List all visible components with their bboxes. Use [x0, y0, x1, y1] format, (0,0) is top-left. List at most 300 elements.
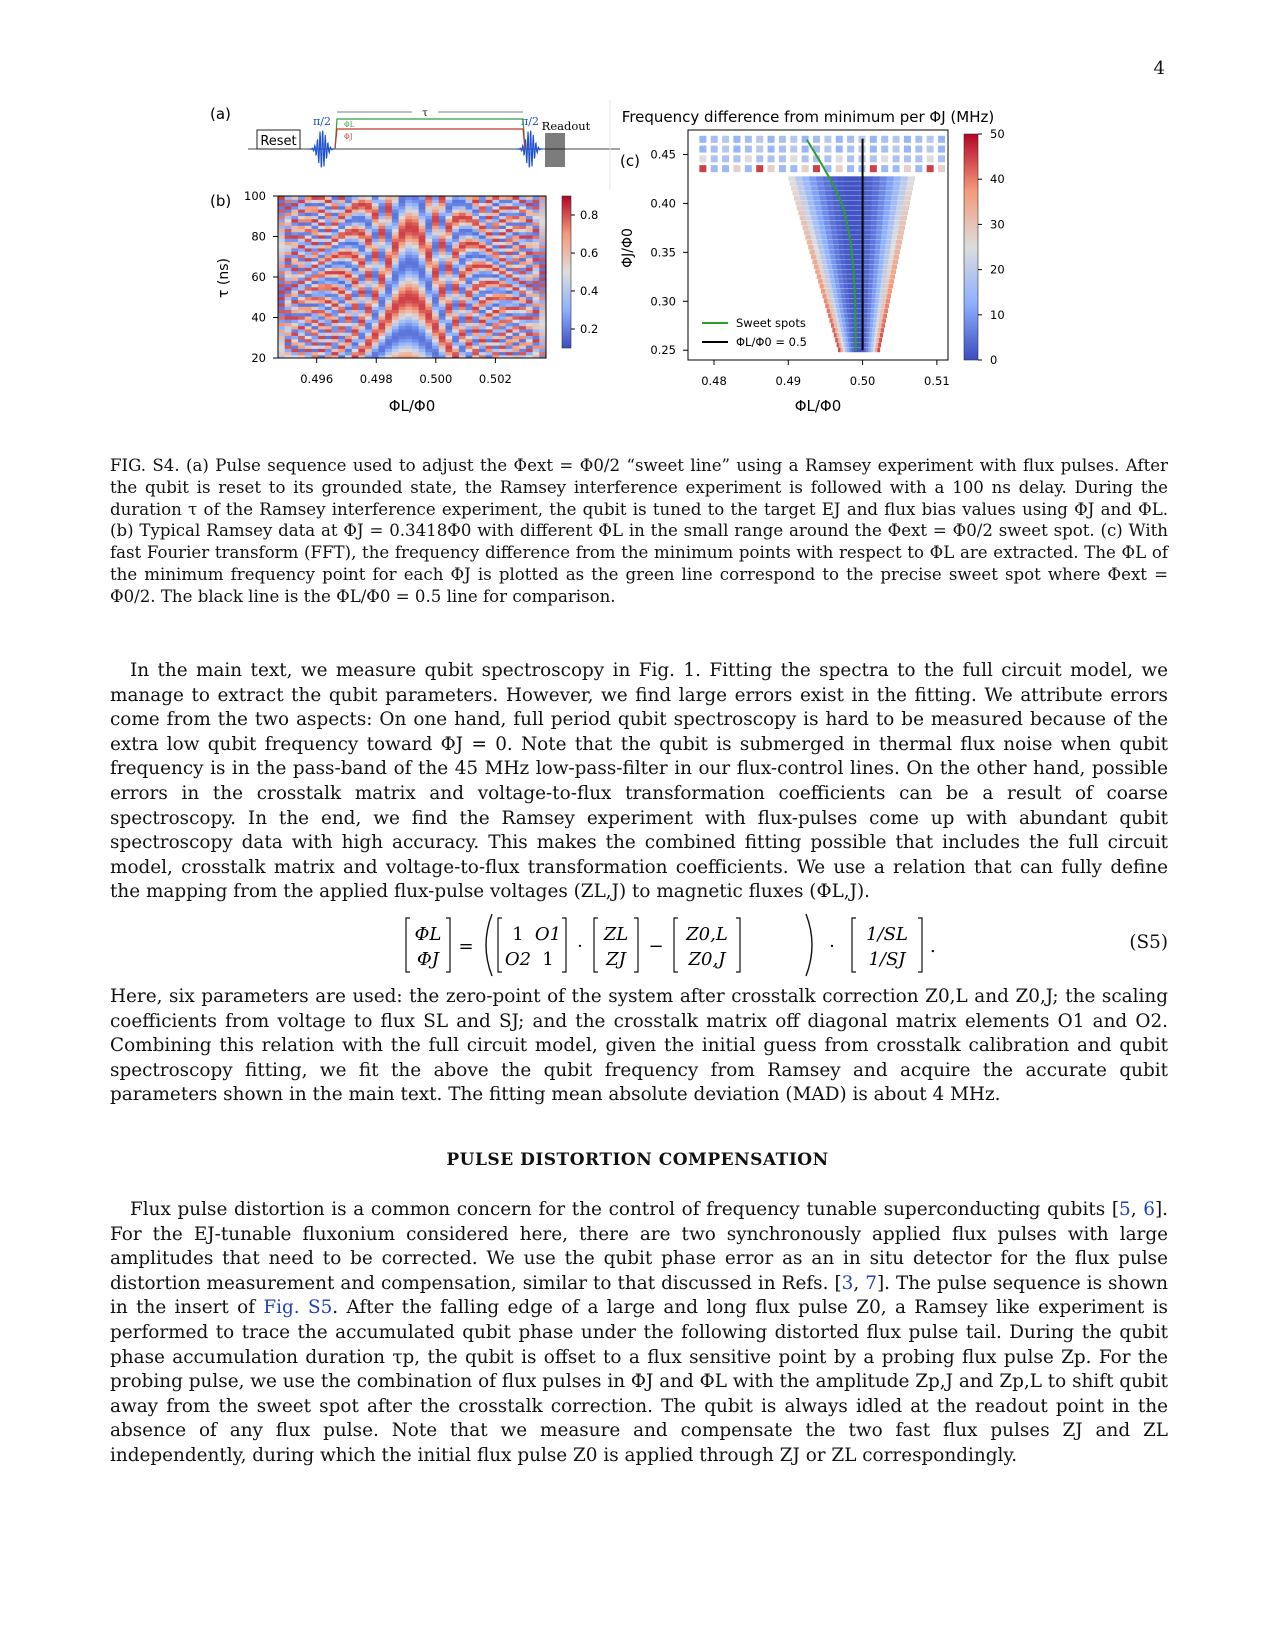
heatmap-c-cell — [846, 304, 850, 309]
heatmap-c-cell — [857, 308, 861, 313]
heatmap-c-cell — [833, 318, 837, 323]
heatmap-c-cell — [891, 269, 896, 274]
heatmap-c-cell — [873, 279, 878, 284]
colorbar-c-ticks — [978, 127, 1005, 367]
colorbar-b-tick-label: 0.4 — [580, 284, 599, 298]
heatmap-c-cell — [828, 240, 834, 245]
heatmap-c-cell — [883, 215, 889, 220]
heatmap-c-cell — [813, 220, 819, 225]
heatmap-c-cell — [847, 136, 854, 143]
heatmap-c-cell — [813, 165, 820, 172]
section-heading: PULSE DISTORTION COMPENSATION — [446, 1150, 829, 1170]
heatmap-c-cell — [853, 220, 859, 225]
heatmap-c-cell — [867, 323, 870, 328]
heatmap-c-cell — [882, 304, 886, 309]
heatmap-c-cell — [722, 155, 729, 162]
heatmap-c-cell — [838, 348, 841, 353]
ramsey-heatmap — [278, 196, 547, 359]
paragraph-1 — [110, 659, 1168, 905]
eq-z0-top: Z0,L — [686, 924, 728, 945]
heatmap-c-cell — [840, 348, 843, 353]
heatmap-c-cell — [793, 191, 800, 196]
heatmap-c-cell — [858, 323, 861, 328]
heatmap-c-cell — [869, 269, 874, 274]
heatmap-b-cell — [492, 196, 499, 200]
heatmap-c-cell — [822, 279, 827, 284]
heatmap-c-cell — [845, 333, 848, 338]
heatmap-c-cell — [830, 294, 834, 299]
heatmap-c-cell — [874, 338, 877, 343]
heatmap-c-cell — [823, 264, 828, 269]
heatmap-c-cell — [835, 338, 838, 343]
heatmap-c-cell — [836, 136, 843, 143]
heatmap-c-cell — [865, 240, 871, 245]
heatmap-c-cell — [864, 308, 868, 313]
heatmap-c-cell — [876, 284, 880, 289]
heatmap-c-cell — [856, 274, 861, 279]
heatmap-c-cell — [845, 255, 850, 260]
heatmap-c-cell — [824, 136, 831, 143]
heatmap-c-cell — [722, 146, 729, 153]
heatmap-c-cell — [895, 211, 901, 216]
heatmap-c-cell — [837, 343, 840, 348]
heatmap-c-cell — [832, 264, 837, 269]
heatmap-c-cell — [871, 206, 878, 211]
heatmap-c-cell — [847, 146, 854, 153]
heatmap-c-cell — [878, 196, 885, 201]
citation-3[interactable]: 3 — [841, 1272, 854, 1294]
heatmap-c-cell — [854, 240, 860, 245]
heatmap-c-cell — [825, 304, 829, 309]
heatmap-c-cell — [915, 165, 922, 172]
paren-left — [486, 914, 492, 976]
eq-minus: − — [648, 936, 664, 957]
heatmap-c-cell — [806, 215, 812, 220]
heatmap-c-cell — [846, 323, 849, 328]
heatmap-c-cell — [811, 235, 817, 240]
heatmap-c-cell — [820, 269, 825, 274]
heatmap-b-cell — [472, 196, 479, 200]
heatmap-c-cell — [833, 269, 838, 274]
heatmap-c-cell — [756, 146, 763, 153]
panel-c — [610, 100, 1005, 415]
colorbar-b-tick-label: 0.8 — [580, 208, 599, 222]
heatmap-c-cell — [846, 206, 853, 211]
heatmap-c-cell — [893, 165, 900, 172]
heatmap-c-cell — [927, 146, 934, 153]
heatmap-c-cell — [810, 250, 815, 255]
heatmap-c-cell — [893, 225, 899, 230]
reset-label: Reset — [260, 134, 297, 149]
heatmap-c-cell — [817, 274, 822, 279]
figure-s5-link[interactable]: Fig. S5 — [263, 1297, 333, 1319]
heatmap-c-cell — [840, 308, 844, 313]
eq-period: . — [930, 936, 936, 957]
heatmap-c-cell — [857, 304, 861, 309]
heatmap-c-cell — [815, 250, 820, 255]
readout-pulse — [546, 133, 564, 167]
heatmap-c-cell — [868, 284, 872, 289]
pulse1-label: π/2 — [313, 115, 331, 128]
heatmap-c-cell — [837, 323, 840, 328]
panel-b — [210, 189, 598, 415]
colorbar-b-tick-label: 0.2 — [580, 322, 599, 336]
colorbar-c-tick-label: 30 — [990, 217, 1005, 232]
heatmap-c-ytick-label: 0.30 — [650, 294, 676, 309]
heatmap-c-cell — [826, 230, 832, 235]
heatmap-c-cell — [870, 323, 873, 328]
heatmap-c-cell — [902, 206, 909, 211]
heatmap-c-cell — [828, 313, 832, 318]
heatmap-c-cell — [879, 181, 886, 186]
heatmap-c-cell — [825, 225, 831, 230]
heatmap-c-cell — [858, 318, 862, 323]
paragraph-1-text: In the main text, we measure qubit spectroscopy in Fig. 1. Fitting the spectra to the full circuit model, we manage to extract the qubit parameters. However, we find large errors exist in the fitting. We attribute errors come from the two aspects: On one hand, full period qubit spectroscopy is hard to be measured because of the extra low qubit frequency toward ΦJ = 0. Note that the qubit is submerged in thermal flux noise when qubit frequency is in the pass-band of the 45 MHz low-pass-filter in our flux-control lines. On the other hand, possible errors in the crosstalk matrix and voltage-to-flux transformation coefficients can be a result of coarse spectroscopy. In the end, we find the Ramsey experiment with flux-pulses come up with abundant qubit spectroscopy data with high accuracy. This makes the combined fitting possible that includes the full circuit model, crosstalk matrix and voltage-to-flux transformation coefficients. We use a relation that can fully define the mapping from the applied flux-pulse voltages (ZL,J) to magnetic fluxes (ΦL,J). — [110, 660, 1168, 903]
heatmap-c-cell — [837, 333, 840, 338]
heatmap-c-cell — [826, 196, 833, 201]
heatmap-c-cell — [854, 230, 860, 235]
heatmap-c-cell — [843, 323, 846, 328]
heatmap-c-cell — [884, 206, 891, 211]
heatmap-c-cell — [853, 215, 859, 220]
heatmap-c-cell — [885, 196, 892, 201]
heatmap-c-cell — [834, 294, 838, 299]
heatmap-c-cell — [904, 146, 911, 153]
heatmap-c-cell — [865, 245, 871, 250]
heatmap-c-cell — [875, 245, 881, 250]
heatmap-c-cell — [812, 240, 818, 245]
heatmap-c-cell — [817, 260, 822, 265]
heatmap-c-cell — [865, 176, 872, 181]
heatmap-c-cell — [870, 250, 875, 255]
p3-text-3: ]. The pulse sequence is shown in the insert of — [110, 1272, 1168, 1319]
heatmap-c-xtick-label: 0.50 — [849, 374, 876, 388]
heatmap-c-cell — [855, 260, 860, 265]
heatmap-c-cell — [867, 308, 871, 313]
heatmap-b-cell — [519, 196, 526, 200]
heatmap-c-cell — [795, 201, 802, 206]
heatmap-c-cell — [815, 206, 822, 211]
heatmap-c-cell — [886, 186, 893, 191]
heatmap-c-cell — [833, 201, 840, 206]
heatmap-c-cell — [825, 250, 830, 255]
heatmap-c-cell — [868, 294, 872, 299]
heatmap-b-cell — [466, 196, 473, 200]
eq-z-top: ZL — [603, 924, 629, 945]
heatmap-b-ytick-label: 20 — [251, 351, 266, 365]
citation-6[interactable]: 6 — [1143, 1199, 1155, 1220]
heatmap-c-cell — [841, 294, 845, 299]
heatmap-c-cell — [878, 201, 885, 206]
heatmap-c-cell — [895, 250, 900, 255]
heatmap-c-cell — [818, 279, 823, 284]
heatmap-c-cell — [820, 196, 827, 201]
eq-s-bottom: 1/SJ — [868, 949, 906, 970]
heatmap-c-cell — [881, 155, 888, 162]
heatmap-c-cell — [899, 186, 906, 191]
heatmap-c-cell — [868, 304, 872, 309]
heatmap-c-cell — [915, 136, 922, 143]
heatmap-c-cell — [843, 274, 848, 279]
heatmap-c-cell — [810, 181, 817, 186]
heatmap-c-cell — [846, 264, 851, 269]
heatmap-c-cell — [790, 165, 797, 172]
heatmap-c-cell — [768, 136, 775, 143]
heatmap-c-cell — [865, 181, 872, 186]
heatmap-c-cell — [839, 279, 844, 284]
heatmap-b-cell — [446, 196, 453, 200]
heatmap-c-cell — [843, 235, 849, 240]
heatmap-c-cell — [891, 201, 898, 206]
heatmap-c-cell — [831, 299, 835, 304]
heatmap-c-cell — [891, 240, 897, 245]
heatmap-b-cell — [352, 196, 359, 200]
citation-5[interactable]: 5 — [1119, 1199, 1131, 1220]
heatmap-b-cell — [278, 196, 285, 200]
heatmap-c-cell — [852, 191, 859, 196]
heatmap-c-cell — [938, 155, 945, 162]
heatmap-c-cell — [818, 186, 825, 191]
heatmap-b-cell — [533, 196, 540, 200]
heatmap-c-cell — [813, 196, 820, 201]
heatmap-c-cell — [825, 289, 829, 294]
heatmap-c-cell — [879, 186, 886, 191]
heatmap-c-cell — [850, 333, 853, 338]
heatmap-c-cell — [798, 211, 804, 216]
heatmap-c-cell — [880, 289, 884, 294]
equation-s5 — [110, 910, 1168, 980]
heatmap-c-cell — [827, 201, 834, 206]
heatmap-b-cell — [399, 196, 406, 200]
heatmap-c-cell — [699, 136, 706, 143]
heatmap-c-cell — [866, 338, 869, 343]
heatmap-c-cell — [865, 235, 871, 240]
panel-a-label: (a) — [210, 105, 231, 123]
heatmap-c-cell — [884, 201, 891, 206]
heatmap-c-cell — [825, 186, 832, 191]
heatmap-c-cell — [893, 146, 900, 153]
heatmap-c-cell — [868, 299, 872, 304]
heatmap-c-cell — [875, 299, 879, 304]
heatmap-c-cell — [835, 215, 841, 220]
heatmap-c-cell — [890, 206, 897, 211]
heatmap-c-cell — [892, 186, 899, 191]
heatmap-b-cell — [318, 196, 325, 200]
heatmap-c-cell — [841, 328, 844, 333]
heatmap-c-cell — [865, 225, 871, 230]
heatmap-c-cell — [804, 230, 810, 235]
heatmap-c-cell — [907, 181, 914, 186]
heatmap-c-cell — [890, 274, 895, 279]
heatmap-c-cell — [816, 211, 822, 216]
heatmap-c-cell — [858, 338, 861, 343]
heatmap-c-cell — [829, 245, 835, 250]
heatmap-c-cell — [821, 201, 828, 206]
heatmap-c-cell — [779, 165, 786, 172]
heatmap-c-cell — [816, 255, 821, 260]
heatmap-c-cell — [794, 196, 801, 201]
heatmap-c-cell — [733, 165, 740, 172]
heatmap-c-cell — [870, 165, 877, 172]
heatmap-c-cell — [898, 196, 905, 201]
heatmap-c-cell — [872, 333, 875, 338]
paragraph-3 — [110, 1198, 1168, 1469]
heatmap-c-cell — [872, 181, 879, 186]
heatmap-c-cell — [865, 196, 872, 201]
heatmap-c-cell — [881, 146, 888, 153]
heatmap-c-cell — [885, 284, 889, 289]
heatmap-c-cell — [834, 206, 841, 211]
heatmap-c-cell — [887, 264, 892, 269]
heatmap-c-cell — [843, 304, 847, 309]
heatmap-c-cell — [733, 155, 740, 162]
heatmap-c-cell — [869, 255, 874, 260]
heatmap-c-cell — [768, 155, 775, 162]
heatmap-c-cell — [699, 146, 706, 153]
heatmap-c-cell — [722, 136, 729, 143]
heatmap-c-cell — [870, 230, 876, 235]
heatmap-c-cell — [842, 318, 846, 323]
heatmap-c-cell — [832, 304, 836, 309]
heatmap-b-cell — [425, 196, 432, 200]
heatmap-c-cell — [829, 269, 834, 274]
heatmap-c-cell — [871, 211, 877, 216]
phiJ-label: ΦJ — [344, 133, 353, 141]
heatmap-c-cell — [853, 206, 860, 211]
heatmap-c-cell — [800, 215, 806, 220]
heatmap-c-cell — [878, 304, 882, 309]
heatmap-c-cell — [856, 289, 860, 294]
heatmap-c-cell — [830, 308, 834, 313]
heatmap-c-cell — [852, 181, 859, 186]
heatmap-c-cell — [883, 313, 887, 318]
heatmap-c-cell — [879, 260, 884, 265]
heatmap-c-cell — [867, 328, 870, 333]
panel-b-label: (b) — [210, 192, 232, 210]
heatmap-c-cell — [889, 215, 895, 220]
heatmap-c-cell — [938, 136, 945, 143]
heatmap-c-cell — [882, 225, 888, 230]
heatmap-c-cell — [821, 255, 826, 260]
heatmap-c-cell — [865, 191, 872, 196]
heatmap-c-cell — [874, 255, 879, 260]
heatmap-c-cell — [896, 206, 903, 211]
heatmap-c-cell — [790, 146, 797, 153]
citation-7[interactable]: 7 — [865, 1272, 877, 1294]
heatmap-c-cell — [927, 155, 934, 162]
heatmap-c-cell — [878, 206, 885, 211]
heatmap-c-cell — [876, 323, 879, 328]
heatmap-c-cell — [847, 155, 854, 162]
heatmap-c-cell — [824, 299, 828, 304]
heatmap-c-cell — [840, 323, 843, 328]
heatmap-c-cell — [900, 220, 906, 225]
heatmap-c-cell — [838, 313, 842, 318]
heatmap-c-cell — [846, 338, 849, 343]
heatmap-c-cell — [849, 294, 853, 299]
heatmap-c-cell — [841, 260, 846, 265]
heatmap-c-cell — [889, 255, 894, 260]
heatmap-c-cell — [852, 348, 855, 353]
heatmap-c-cell — [843, 279, 848, 284]
heatmap-c-cell — [864, 264, 869, 269]
heatmap-c-cell — [808, 245, 814, 250]
heatmap-c-cell — [836, 304, 840, 309]
heatmap-c-cell — [838, 338, 841, 343]
heatmap-c-cell — [843, 348, 846, 353]
heatmap-c-cell — [938, 165, 945, 172]
heatmap-c-cell — [885, 304, 889, 309]
heatmap-c-cell — [822, 206, 829, 211]
heatmap-c-cell — [821, 274, 826, 279]
heatmap-c-cell — [833, 308, 837, 313]
heatmap-b-cell — [338, 196, 345, 200]
pi-half-pulse-2 — [516, 131, 544, 168]
heatmap-c-cell — [870, 146, 877, 153]
colorbar-b-ticks — [571, 208, 598, 336]
heatmap-c-cell — [838, 328, 841, 333]
heatmap-c-cell — [897, 201, 904, 206]
heatmap-c-cell — [881, 136, 888, 143]
eq-s-top: 1/SL — [866, 924, 908, 945]
heatmap-c-cell — [832, 284, 836, 289]
heatmap-c-cell — [854, 245, 860, 250]
heatmap-c-cell — [871, 215, 877, 220]
heatmap-c-cell — [830, 220, 836, 225]
heatmap-c-cell — [900, 181, 907, 186]
heatmap-c-cell — [890, 245, 896, 250]
heatmap-c-cell — [881, 165, 888, 172]
heatmap-c-cell — [878, 328, 881, 333]
heatmap-c-cell — [891, 196, 898, 201]
heatmap-c-cell — [879, 191, 886, 196]
heatmap-c-cell — [802, 176, 809, 181]
heatmap-c-cell — [795, 176, 802, 181]
heatmap-c-cell — [864, 299, 868, 304]
heatmap-c-cell — [834, 333, 837, 338]
paragraph-2 — [110, 985, 1168, 1108]
heatmap-c-cell — [848, 284, 852, 289]
heatmap-c-cell — [879, 318, 883, 323]
heatmap-c-cell — [876, 338, 879, 343]
heatmap-c-cell — [879, 255, 884, 260]
heatmap-c-cell — [838, 186, 845, 191]
heatmap-c-cell — [859, 343, 862, 348]
heatmap-c-cell — [805, 186, 812, 191]
heatmap-c-cell — [873, 274, 878, 279]
heatmap-c-title: Frequency difference from minimum per ΦJ (MHz) — [621, 108, 995, 126]
heatmap-c-cell — [845, 181, 852, 186]
heatmap-b-cell — [291, 196, 298, 200]
heatmap-c-cell — [871, 304, 875, 309]
p3-sep-1: , — [1130, 1199, 1144, 1220]
figure-caption — [110, 455, 1168, 608]
colorbar-b — [562, 196, 571, 348]
heatmap-c-cell — [856, 279, 861, 284]
p3-text-4: . After the falling edge of a large and long flux pulse Z0, a Ramsey like experiment is performed to trace the accumulated qubit phase under the following distorted flux pulse tail. During the qubit phase accumulation duration τp, the qubit is offset to a flux sensitive point by a probing flux pulse Zp. For the probing pulse, we use the combination of flux pulses in ΦJ and ΦL with the amplitude Zp,J and Zp,L to shift qubit away from the sweet spot after the crosstalk correction. The qubit is always idled at the readout point in the absence of any flux pulse. Note that we measure and compensate the two fast flux pulses ZJ and ZL independently, during which the initial flux pulse Z0 is applied through ZJ or ZL correspondingly. — [110, 1297, 1168, 1466]
heatmap-c-cell — [820, 250, 825, 255]
heatmap-c-cell — [863, 348, 866, 353]
heatmap-c-cell — [844, 313, 848, 318]
heatmap-c-cell — [809, 176, 816, 181]
heatmap-c-cell — [839, 191, 846, 196]
heatmap-c-cell — [847, 333, 850, 338]
heatmap-b-cell — [345, 196, 352, 200]
heatmap-b-cell — [412, 196, 419, 200]
heatmap-c-cell — [824, 220, 830, 225]
heatmap-b-cell — [365, 196, 372, 200]
heatmap-c-cell — [779, 146, 786, 153]
